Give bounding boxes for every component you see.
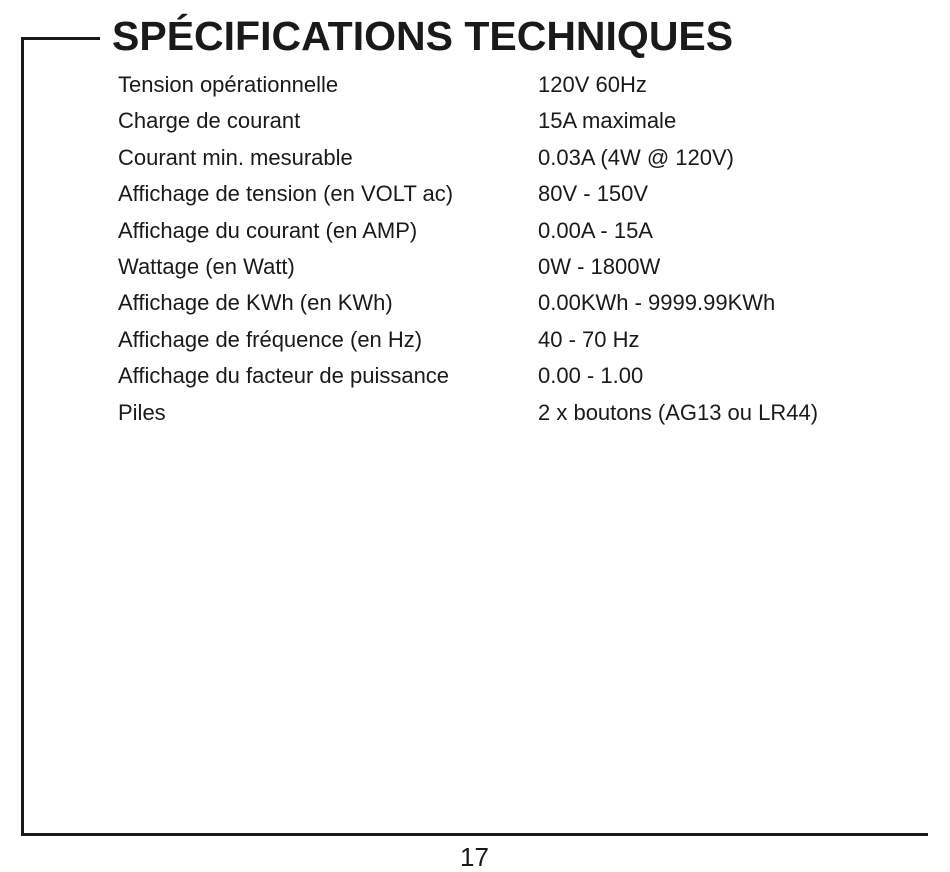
spec-value: 80V - 150V — [538, 181, 649, 207]
spec-label: Affichage de KWh (en KWh) — [118, 290, 393, 316]
spec-row — [118, 285, 878, 321]
spec-row — [118, 176, 878, 212]
frame-left-border — [21, 37, 24, 836]
spec-value: 0.00 - 1.00 — [538, 363, 644, 389]
spec-label: Affichage de tension (en VOLT ac) — [118, 181, 454, 207]
spec-value: 120V 60Hz — [538, 72, 647, 97]
spec-value: 15A maximale — [538, 108, 677, 134]
spec-row — [118, 213, 878, 249]
spec-row — [118, 358, 878, 394]
spec-label: Affichage de fréquence (en Hz) — [118, 326, 423, 352]
frame-bottom-border — [21, 833, 928, 836]
spec-label: Affichage du courant (en AMP) — [118, 217, 418, 243]
spec-label: Affichage du facteur de puissance — [118, 363, 450, 389]
spec-value: 0.00A - 15A — [538, 217, 653, 243]
spec-label: Courant min. mesurable — [118, 144, 353, 170]
spec-label: Tension opérationnelle — [118, 72, 339, 97]
spec-value: 40 - 70 Hz — [538, 326, 640, 352]
spec-value: 2 x boutons (AG13 ou LR44) — [538, 399, 819, 425]
spec-row — [118, 249, 878, 285]
spec-value: 0.03A (4W @ 120V) — [538, 144, 734, 170]
specifications-table — [118, 67, 878, 431]
spec-label: Charge de courant — [118, 108, 301, 134]
page-title: SPÉCIFICATIONS TECHNIQUES — [112, 13, 734, 59]
spec-row — [118, 322, 878, 358]
page-number: 17 — [460, 842, 489, 872]
frame-top-border — [21, 37, 100, 40]
spec-row — [118, 140, 878, 176]
spec-row — [118, 103, 878, 139]
spec-value: 0.00KWh - 9999.99KWh — [538, 290, 776, 316]
spec-row — [118, 395, 878, 431]
spec-row — [118, 67, 878, 103]
spec-label: Piles — [118, 399, 166, 425]
spec-label: Wattage (en Watt) — [118, 253, 295, 279]
spec-value: 0W - 1800W — [538, 253, 661, 279]
